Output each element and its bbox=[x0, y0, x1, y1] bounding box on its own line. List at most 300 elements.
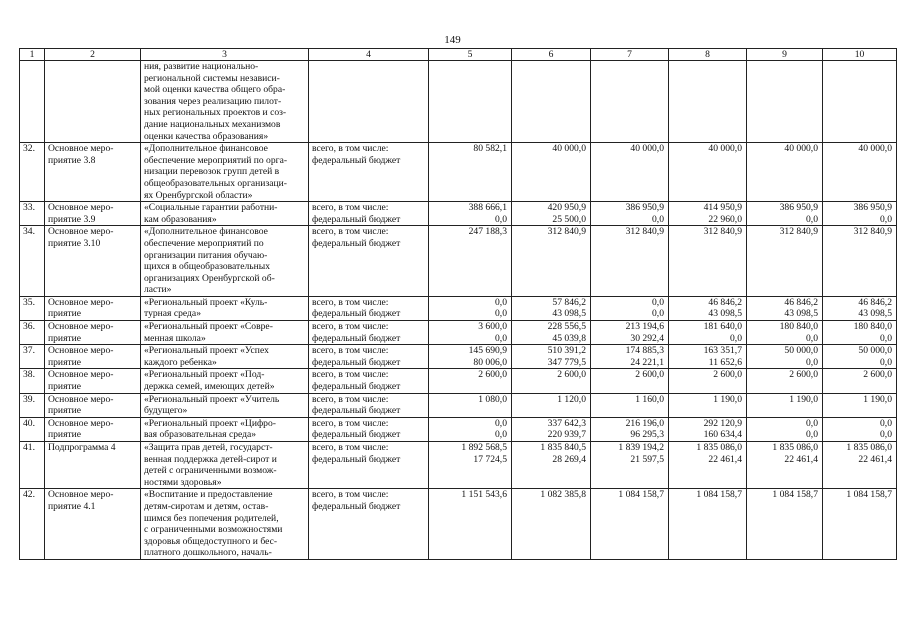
value-cell bbox=[823, 345, 897, 369]
row-sources bbox=[309, 393, 429, 417]
value-federal: 22 461,4 bbox=[784, 453, 818, 465]
value-total: 312 840,9 bbox=[625, 226, 664, 238]
value-total: 312 840,9 bbox=[853, 226, 892, 238]
funding-source: федеральный бюджет bbox=[312, 237, 401, 249]
value-cell bbox=[512, 489, 591, 560]
value-cell bbox=[512, 296, 591, 320]
value-federal: 21 597,5 bbox=[630, 453, 664, 465]
value-federal: 0,0 bbox=[652, 213, 664, 225]
value-total bbox=[750, 61, 818, 73]
row-name: Основное меро- приятие 3.8 bbox=[45, 143, 141, 202]
row-description: «Региональный проект «Под- держка семей, имеющих детей» bbox=[141, 369, 309, 393]
value-total: 1 190,0 bbox=[789, 393, 818, 405]
row-description: «Региональный проект «Совре- менная школа» bbox=[141, 321, 309, 345]
value-total: 312 840,9 bbox=[547, 226, 586, 238]
value-cell bbox=[429, 202, 512, 226]
value-total: 2 600,0 bbox=[713, 369, 742, 381]
value-cell bbox=[747, 61, 823, 143]
value-total: 145 690,9 bbox=[468, 345, 507, 357]
value-federal bbox=[826, 501, 892, 513]
table-row bbox=[20, 202, 897, 226]
row-sources bbox=[309, 489, 429, 560]
value-cell bbox=[823, 226, 897, 297]
table-row bbox=[20, 61, 897, 143]
row-description: «Защита прав детей, государст- венная поддержка детей-сирот и детей с ограниченными возмож- ностями здоровья» bbox=[141, 442, 309, 489]
value-cell bbox=[591, 369, 669, 393]
value-federal: 22 461,4 bbox=[858, 453, 892, 465]
row-description: «Региональный проект «Успех каждого ребенка» bbox=[141, 345, 309, 369]
value-federal: 43 098,5 bbox=[784, 308, 818, 320]
funding-source: всего, в том числе: bbox=[312, 321, 389, 333]
table-row bbox=[20, 226, 897, 297]
row-number: 33. bbox=[20, 202, 45, 226]
value-federal: 17 724,5 bbox=[473, 453, 507, 465]
funding-source: федеральный бюджет bbox=[312, 453, 401, 465]
value-total: 386 950,9 bbox=[853, 202, 892, 214]
value-total: 228 556,5 bbox=[547, 321, 586, 333]
value-federal bbox=[672, 405, 742, 417]
value-cell bbox=[512, 345, 591, 369]
row-sources bbox=[309, 143, 429, 202]
funding-source: федеральный бюджет bbox=[312, 405, 401, 417]
value-federal bbox=[432, 405, 507, 417]
funding-source: федеральный бюджет bbox=[312, 356, 401, 368]
value-cell bbox=[823, 202, 897, 226]
value-cell bbox=[512, 369, 591, 393]
row-description: ния, развитие национально- региональной системы независи- мой оценки качества общего обра- зования через реализацию пилот- ных региональных проектов и соз- дание национальных механизмов оценки качества образования» bbox=[141, 61, 309, 143]
value-cell bbox=[591, 296, 669, 320]
value-cell bbox=[429, 442, 512, 489]
value-total: 312 840,9 bbox=[703, 226, 742, 238]
funding-source: всего, в том числе: bbox=[312, 393, 389, 405]
value-cell bbox=[429, 321, 512, 345]
value-federal: 24 221,1 bbox=[630, 356, 664, 368]
value-cell bbox=[669, 345, 747, 369]
value-federal: 0,0 bbox=[880, 356, 892, 368]
value-total: 386 950,9 bbox=[625, 202, 664, 214]
value-cell bbox=[591, 345, 669, 369]
value-federal bbox=[515, 501, 586, 513]
value-federal: 43 098,5 bbox=[858, 308, 892, 320]
value-total bbox=[826, 61, 892, 73]
funding-source: всего, в том числе: bbox=[312, 489, 389, 501]
value-cell bbox=[669, 369, 747, 393]
value-federal: 43 098,5 bbox=[708, 308, 742, 320]
value-cell bbox=[747, 393, 823, 417]
value-federal bbox=[672, 155, 742, 167]
row-number: 39. bbox=[20, 393, 45, 417]
column-header: 6 bbox=[512, 49, 591, 61]
row-number: 34. bbox=[20, 226, 45, 297]
row-description: «Дополнительное финансовое обеспечение мероприятий по организации питания обучаю- щихся в общеобразовательных организациях Оренбургской об- ласти» bbox=[141, 226, 309, 297]
funding-source: всего, в том числе: bbox=[312, 226, 389, 238]
value-total: 1 892 568,5 bbox=[461, 442, 507, 453]
row-number: 40. bbox=[20, 417, 45, 441]
column-header: 1 bbox=[20, 49, 45, 61]
value-federal: 0,0 bbox=[806, 429, 818, 441]
value-cell bbox=[823, 321, 897, 345]
funding-source: всего, в том числе: bbox=[312, 345, 389, 357]
value-federal bbox=[750, 405, 818, 417]
row-sources bbox=[309, 226, 429, 297]
funding-source: федеральный бюджет bbox=[312, 308, 401, 320]
column-header: 5 bbox=[429, 49, 512, 61]
value-federal: 25 500,0 bbox=[552, 213, 586, 225]
row-description: «Социальные гарантии работни- кам образования» bbox=[141, 202, 309, 226]
value-cell bbox=[512, 321, 591, 345]
value-total bbox=[432, 61, 507, 73]
value-federal bbox=[594, 501, 664, 513]
row-number bbox=[20, 61, 45, 143]
value-total: 2 600,0 bbox=[635, 369, 664, 381]
value-cell bbox=[591, 61, 669, 143]
row-name: Основное меро- приятие 3.9 bbox=[45, 202, 141, 226]
value-cell bbox=[591, 143, 669, 202]
row-description: «Региональный проект «Учитель будущего» bbox=[141, 393, 309, 417]
value-total: 213 194,6 bbox=[625, 321, 664, 333]
row-number: 41. bbox=[20, 442, 45, 489]
value-cell bbox=[591, 202, 669, 226]
value-total: 216 196,0 bbox=[625, 417, 664, 429]
value-total: 40 000,0 bbox=[858, 143, 892, 155]
value-total: 2 600,0 bbox=[863, 369, 892, 381]
value-cell bbox=[429, 345, 512, 369]
value-total: 1 835 086,0 bbox=[772, 442, 818, 453]
funding-source: федеральный бюджет bbox=[312, 381, 401, 393]
value-cell bbox=[823, 369, 897, 393]
value-federal: 0,0 bbox=[495, 332, 507, 344]
value-cell bbox=[669, 202, 747, 226]
row-name: Основное меро- приятие bbox=[45, 369, 141, 393]
row-sources bbox=[309, 321, 429, 345]
value-total: 180 840,0 bbox=[779, 321, 818, 333]
row-name: Основное меро- приятие bbox=[45, 345, 141, 369]
row-sources bbox=[309, 369, 429, 393]
value-federal: 220 939,7 bbox=[547, 429, 586, 441]
value-cell bbox=[591, 417, 669, 441]
value-federal bbox=[432, 501, 507, 513]
value-cell bbox=[669, 442, 747, 489]
funding-source: федеральный бюджет bbox=[312, 154, 401, 166]
value-federal: 347 779,5 bbox=[547, 356, 586, 368]
value-cell bbox=[429, 369, 512, 393]
value-federal bbox=[672, 501, 742, 513]
value-cell bbox=[823, 143, 897, 202]
column-header: 9 bbox=[747, 49, 823, 61]
value-cell bbox=[591, 226, 669, 297]
value-cell bbox=[429, 226, 512, 297]
value-total: 386 950,9 bbox=[779, 202, 818, 214]
value-total: 174 885,3 bbox=[625, 345, 664, 357]
value-federal bbox=[750, 155, 818, 167]
funding-source: федеральный бюджет bbox=[312, 213, 401, 225]
value-federal: 43 098,5 bbox=[552, 308, 586, 320]
row-sources bbox=[309, 296, 429, 320]
value-total: 0,0 bbox=[652, 296, 664, 308]
row-name: Основное меро- приятие bbox=[45, 321, 141, 345]
funding-source: всего, в том числе: bbox=[312, 369, 389, 381]
value-federal: 0,0 bbox=[806, 213, 818, 225]
value-federal: 0,0 bbox=[730, 332, 742, 344]
value-cell bbox=[747, 417, 823, 441]
value-cell bbox=[669, 321, 747, 345]
value-total: 388 666,1 bbox=[468, 202, 507, 214]
value-cell bbox=[823, 417, 897, 441]
value-cell bbox=[747, 442, 823, 489]
row-sources bbox=[309, 417, 429, 441]
value-federal: 0,0 bbox=[806, 332, 818, 344]
value-cell bbox=[512, 417, 591, 441]
value-total: 80 582,1 bbox=[473, 143, 507, 155]
value-federal: 22 960,0 bbox=[708, 213, 742, 225]
row-sources bbox=[309, 442, 429, 489]
row-sources bbox=[309, 61, 429, 143]
value-total: 1 839 194,2 bbox=[618, 442, 664, 453]
value-federal: 0,0 bbox=[495, 213, 507, 225]
column-header: 3 bbox=[141, 49, 309, 61]
value-federal: 0,0 bbox=[806, 356, 818, 368]
value-cell bbox=[591, 321, 669, 345]
value-federal: 45 039,8 bbox=[552, 332, 586, 344]
value-federal bbox=[750, 381, 818, 393]
value-total: 1 084 158,7 bbox=[772, 489, 818, 501]
row-sources bbox=[309, 202, 429, 226]
row-number: 35. bbox=[20, 296, 45, 320]
value-cell bbox=[823, 489, 897, 560]
page-number: 149 bbox=[444, 34, 461, 46]
value-total: 1 120,0 bbox=[557, 393, 586, 405]
value-federal: 96 295,3 bbox=[630, 429, 664, 441]
value-federal: 0,0 bbox=[652, 308, 664, 320]
value-cell bbox=[669, 489, 747, 560]
value-cell bbox=[512, 143, 591, 202]
value-federal: 160 634,4 bbox=[703, 429, 742, 441]
value-total: 40 000,0 bbox=[630, 143, 664, 155]
table-row bbox=[20, 442, 897, 489]
value-cell bbox=[429, 393, 512, 417]
value-total: 0,0 bbox=[495, 417, 507, 429]
row-name bbox=[45, 61, 141, 143]
value-federal: 0,0 bbox=[495, 429, 507, 441]
value-federal: 0,0 bbox=[880, 213, 892, 225]
row-name: Основное меро- приятие bbox=[45, 296, 141, 320]
value-cell bbox=[512, 442, 591, 489]
value-total: 50 000,0 bbox=[858, 345, 892, 357]
value-total: 1 151 543,6 bbox=[461, 489, 507, 501]
table-row bbox=[20, 345, 897, 369]
funding-source: всего, в том числе: bbox=[312, 202, 389, 214]
value-federal bbox=[594, 405, 664, 417]
value-federal bbox=[594, 381, 664, 393]
value-total: 337 642,3 bbox=[547, 417, 586, 429]
header-row bbox=[20, 49, 897, 61]
value-cell bbox=[747, 321, 823, 345]
value-federal bbox=[826, 238, 892, 250]
funding-source: всего, в том числе: bbox=[312, 417, 389, 429]
value-federal bbox=[515, 155, 586, 167]
table-row bbox=[20, 417, 897, 441]
value-cell bbox=[747, 296, 823, 320]
row-number: 38. bbox=[20, 369, 45, 393]
table-row bbox=[20, 393, 897, 417]
column-header: 8 bbox=[669, 49, 747, 61]
value-federal bbox=[672, 238, 742, 250]
row-number: 37. bbox=[20, 345, 45, 369]
value-total: 2 600,0 bbox=[789, 369, 818, 381]
row-name: Основное меро- приятие 4.1 bbox=[45, 489, 141, 560]
value-cell bbox=[591, 442, 669, 489]
value-cell bbox=[823, 393, 897, 417]
value-federal bbox=[432, 381, 507, 393]
value-federal bbox=[432, 238, 507, 250]
value-total: 46 846,2 bbox=[858, 296, 892, 308]
funding-source: всего, в том числе: bbox=[312, 143, 389, 155]
value-federal bbox=[594, 155, 664, 167]
value-federal bbox=[826, 155, 892, 167]
budget-table bbox=[19, 48, 897, 560]
value-total: 1 084 158,7 bbox=[846, 489, 892, 501]
value-cell bbox=[429, 489, 512, 560]
row-name: Основное меро- приятие bbox=[45, 393, 141, 417]
value-total: 2 600,0 bbox=[557, 369, 586, 381]
value-federal bbox=[826, 405, 892, 417]
value-federal: 80 006,0 bbox=[473, 356, 507, 368]
value-federal: 11 652,6 bbox=[708, 356, 742, 368]
row-name: Подпрограмма 4 bbox=[45, 442, 141, 489]
value-total: 0,0 bbox=[495, 296, 507, 308]
value-cell bbox=[747, 202, 823, 226]
value-cell bbox=[669, 61, 747, 143]
value-total: 1 835 086,0 bbox=[696, 442, 742, 453]
funding-source: федеральный бюджет bbox=[312, 332, 401, 344]
value-cell bbox=[747, 489, 823, 560]
value-cell bbox=[747, 369, 823, 393]
value-total: 1 160,0 bbox=[635, 393, 664, 405]
row-number: 36. bbox=[20, 321, 45, 345]
table-row bbox=[20, 489, 897, 560]
funding-source: всего, в том числе: bbox=[312, 296, 389, 308]
value-total: 180 840,0 bbox=[853, 321, 892, 333]
value-total: 1 190,0 bbox=[863, 393, 892, 405]
value-total bbox=[515, 61, 586, 73]
value-total bbox=[594, 61, 664, 73]
value-total: 3 600,0 bbox=[478, 321, 507, 333]
funding-source: всего, в том числе: bbox=[312, 442, 389, 453]
value-federal bbox=[826, 381, 892, 393]
column-header: 2 bbox=[45, 49, 141, 61]
value-federal: 0,0 bbox=[880, 429, 892, 441]
row-description: «Региональный проект «Куль- турная среда» bbox=[141, 296, 309, 320]
value-total: 312 840,9 bbox=[779, 226, 818, 238]
value-total: 46 846,2 bbox=[784, 296, 818, 308]
value-total: 292 120,9 bbox=[703, 417, 742, 429]
value-cell bbox=[823, 61, 897, 143]
value-federal: 22 461,4 bbox=[708, 453, 742, 465]
value-cell bbox=[512, 226, 591, 297]
value-cell bbox=[512, 393, 591, 417]
column-header: 7 bbox=[591, 49, 669, 61]
value-federal bbox=[515, 238, 586, 250]
table-row bbox=[20, 369, 897, 393]
value-federal bbox=[750, 501, 818, 513]
value-cell bbox=[591, 393, 669, 417]
value-cell bbox=[429, 296, 512, 320]
value-total: 2 600,0 bbox=[478, 369, 507, 381]
row-description: «Воспитание и предоставление детям-сиротам и детям, остав- шимся без попечения родителей, с ограниченными возможностями здоровья общедоступного и бес- платного дошкольного, началь- bbox=[141, 489, 309, 560]
table-body bbox=[20, 61, 897, 560]
value-total: 50 000,0 bbox=[784, 345, 818, 357]
value-total: 0,0 bbox=[806, 417, 818, 429]
row-name: Основное меро- приятие 3.10 bbox=[45, 226, 141, 297]
value-federal: 0,0 bbox=[495, 308, 507, 320]
value-cell bbox=[429, 61, 512, 143]
value-total: 420 950,9 bbox=[547, 202, 586, 214]
row-number: 42. bbox=[20, 489, 45, 560]
funding-source bbox=[312, 61, 425, 73]
value-federal bbox=[672, 381, 742, 393]
value-cell bbox=[669, 226, 747, 297]
value-federal bbox=[515, 381, 586, 393]
value-total: 414 950,9 bbox=[703, 202, 742, 214]
value-federal: 28 269,4 bbox=[552, 453, 586, 465]
value-cell bbox=[669, 393, 747, 417]
value-federal: 0,0 bbox=[880, 332, 892, 344]
value-total: 1 082 385,8 bbox=[540, 489, 586, 501]
value-cell bbox=[512, 202, 591, 226]
value-cell bbox=[747, 143, 823, 202]
value-cell bbox=[669, 417, 747, 441]
value-total: 181 640,0 bbox=[703, 321, 742, 333]
table-row bbox=[20, 296, 897, 320]
value-federal bbox=[432, 155, 507, 167]
row-description: «Дополнительное финансовое обеспечение мероприятий по орга- низации перевозок групп детей в общеобразовательных организаци- ях Оренбургской области» bbox=[141, 143, 309, 202]
value-federal bbox=[750, 238, 818, 250]
value-total: 1 084 158,7 bbox=[618, 489, 664, 501]
value-federal: 30 292,4 bbox=[630, 332, 664, 344]
value-total bbox=[672, 61, 742, 73]
value-federal bbox=[594, 238, 664, 250]
row-number: 32. bbox=[20, 143, 45, 202]
value-cell bbox=[669, 296, 747, 320]
value-total: 1 080,0 bbox=[478, 393, 507, 405]
value-total: 46 846,2 bbox=[708, 296, 742, 308]
value-total: 0,0 bbox=[880, 417, 892, 429]
row-description: «Региональный проект «Цифро- вая образовательная среда» bbox=[141, 417, 309, 441]
funding-source: федеральный бюджет bbox=[312, 500, 401, 512]
value-total: 1 084 158,7 bbox=[696, 489, 742, 501]
column-header: 10 bbox=[823, 49, 897, 61]
value-total: 1 835 840,5 bbox=[540, 442, 586, 453]
value-cell bbox=[823, 296, 897, 320]
value-total: 40 000,0 bbox=[708, 143, 742, 155]
value-total: 40 000,0 bbox=[784, 143, 818, 155]
value-cell bbox=[669, 143, 747, 202]
table-row bbox=[20, 143, 897, 202]
value-cell bbox=[823, 442, 897, 489]
value-cell bbox=[429, 143, 512, 202]
value-cell bbox=[747, 345, 823, 369]
column-header: 4 bbox=[309, 49, 429, 61]
value-cell bbox=[591, 489, 669, 560]
value-total: 510 391,2 bbox=[547, 345, 586, 357]
row-name: Основное меро- приятие bbox=[45, 417, 141, 441]
value-federal bbox=[515, 405, 586, 417]
table-row bbox=[20, 321, 897, 345]
value-total: 1 835 086,0 bbox=[846, 442, 892, 453]
value-total: 163 351,7 bbox=[703, 345, 742, 357]
value-total: 40 000,0 bbox=[552, 143, 586, 155]
value-total: 247 188,3 bbox=[468, 226, 507, 238]
